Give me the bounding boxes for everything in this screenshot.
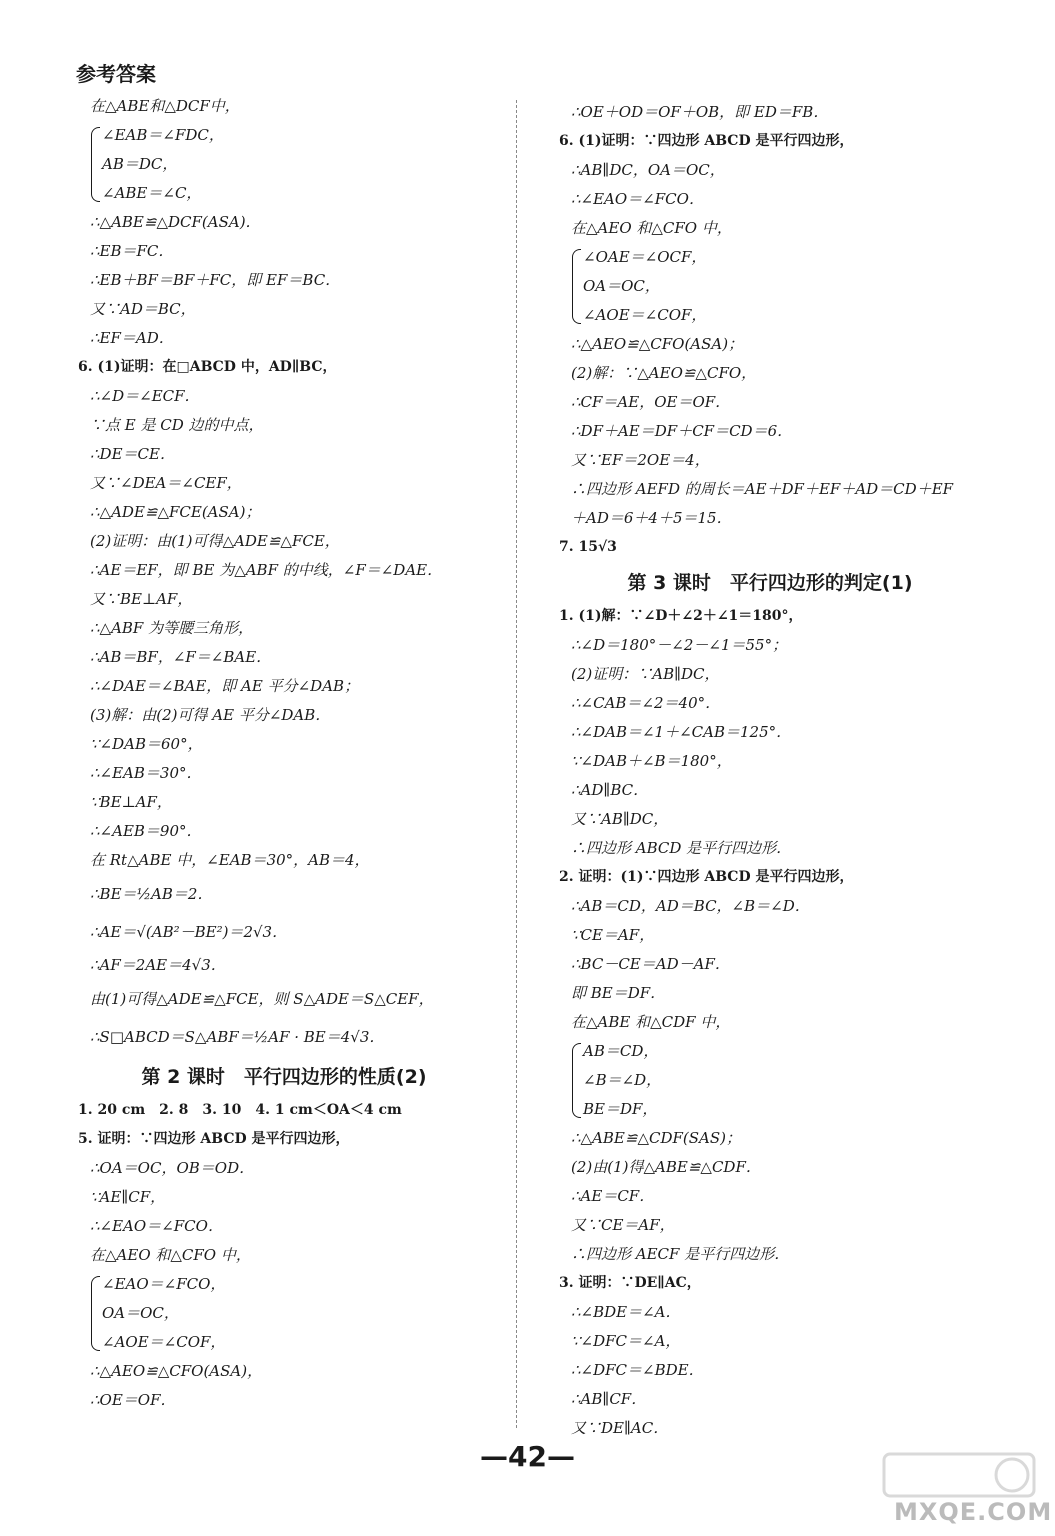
answer-line: 又∵AD＝BC， — [90, 300, 196, 318]
watermark-text: MXQE.COM — [894, 1498, 1053, 1526]
column-divider — [516, 100, 517, 1428]
answer-line: ∴AF＝2AE＝4√3． — [90, 956, 226, 974]
answer-line: 7. 15√3 — [559, 539, 617, 555]
answer-line: ∵BE⊥AF， — [90, 793, 172, 811]
answer-line: 在 Rt△ABE 中，∠EAB＝30°，AB＝4， — [90, 851, 370, 869]
answer-line: 6. (1)证明：在□ABCD 中，AD∥BC， — [78, 359, 337, 375]
answer-line: ∴EB＋BF＝BF＋FC，即 EF＝BC． — [90, 271, 341, 289]
equation-line: ∠EAB＝∠FDC， — [102, 126, 224, 144]
answer-line: ∵∠DAB＋∠B＝180°， — [571, 752, 732, 770]
answer-line: ∴∠AEB＝90°． — [90, 822, 202, 840]
answer-line: 又∵CE＝AF， — [571, 1216, 675, 1234]
page-number: —42— — [480, 1440, 575, 1473]
answer-line: ∴四边形 AEFD 的周长＝AE＋DF＋EF＋AD＝CD＋EF — [571, 480, 954, 498]
answer-line: 又∵∠DEA＝∠CEF， — [90, 474, 242, 492]
answer-line: 6. (1)证明：∵四边形 ABCD 是平行四边形， — [559, 133, 854, 149]
answer-line: ∴∠EAO＝∠FCO． — [571, 190, 704, 208]
answer-line: 又∵EF＝2OE＝4， — [571, 451, 710, 469]
answer-line: ∴△AEO≌△CFO(ASA)； — [571, 335, 744, 353]
answer-line: ∴OE＝OF． — [90, 1391, 176, 1409]
answer-line: 在△AEO 和△CFO 中， — [571, 219, 732, 237]
answer-line: ∴AE＝CF． — [571, 1187, 655, 1205]
equation-system — [64, 121, 504, 208]
equation-line: AB＝CD， — [583, 1042, 659, 1060]
answer-line: ∴△ABE≌△CDF(SAS)； — [571, 1129, 741, 1147]
answer-line: ∴BE＝½AB＝2． — [90, 885, 213, 903]
answer-line: 1. 20 cm 2. 8 3. 10 4. 1 cm＜OA＜4 cm — [78, 1102, 402, 1118]
answer-line: ∴DE＝CE． — [90, 445, 175, 463]
equation-system — [545, 243, 995, 330]
left-column — [64, 92, 504, 1415]
equation-line: OA＝OC， — [102, 1304, 179, 1322]
answer-line: 又∵DE∥AC． — [571, 1419, 669, 1437]
answer-line: 2. 证明：(1)∵四边形 ABCD 是平行四边形， — [559, 869, 854, 885]
answer-line: 即 BE＝DF． — [571, 984, 666, 1002]
answer-line: (2)解：∵△AEO≌△CFO， — [571, 364, 757, 382]
equation-line: AB＝DC， — [102, 155, 178, 173]
equation-line: ∠ABE＝∠C， — [102, 184, 202, 202]
answer-line: (2)由(1)得△ABE≌△CDF． — [571, 1158, 761, 1176]
answer-line: ∴AD∥BC． — [571, 781, 649, 799]
answer-line: ∴四边形 ABCD 是平行四边形． — [571, 839, 792, 857]
answer-line: ∴AB∥CF． — [571, 1390, 647, 1408]
section-title: 第 2 课时 平行四边形的性质(2) — [141, 1066, 427, 1088]
answer-line: ∴∠EAO＝∠FCO． — [90, 1217, 223, 1235]
answer-line: ∴OE＋OD＝OF＋OB，即 ED＝FB． — [571, 103, 829, 121]
answer-line: ∴EF＝AD． — [90, 329, 174, 347]
answer-line: ∴∠DAB＝∠1＋∠CAB＝125°． — [571, 723, 792, 741]
answer-line: ∴AE＝√(AB²－BE²)＝2√3． — [90, 923, 288, 941]
answer-line: ∴DF＋AE＝DF＋CF＝CD＝6． — [571, 422, 793, 440]
section-title: 第 3 课时 平行四边形的判定(1) — [627, 572, 913, 594]
answer-line: ∴AB＝CD，AD＝BC，∠B＝∠D． — [571, 897, 810, 915]
answer-line: ∴AB＝BF，∠F＝∠BAE． — [90, 648, 272, 666]
answer-line: ∴∠BDE＝∠A． — [571, 1303, 681, 1321]
answer-line: ∴∠CAB＝∠2＝40°． — [571, 694, 721, 712]
answer-line: 在△AEO 和△CFO 中， — [90, 1246, 251, 1264]
answer-line: ∵∠DFC＝∠A， — [571, 1332, 681, 1350]
answer-line: ∴CF＝AE，OE＝OF． — [571, 393, 731, 411]
answer-line: ＋AD＝6＋4＋5＝15． — [571, 509, 732, 527]
answer-line: ∴∠D＝∠ECF． — [90, 387, 200, 405]
answer-line: (3)解：由(2)可得 AE 平分∠DAB． — [90, 706, 331, 724]
answer-line: ∵点 E 是 CD 边的中点， — [90, 416, 264, 434]
answer-line: ∵∠DAB＝60°， — [90, 735, 203, 753]
answer-line: ∴∠DAE＝∠BAE，即 AE 平分∠DAB； — [90, 677, 360, 695]
answer-line: 又∵BE⊥AF， — [90, 590, 193, 608]
answer-line: ∴EB＝FC． — [90, 242, 174, 260]
answer-line: 1. (1)解：∵∠D＋∠2＋∠1＝180°， — [559, 608, 803, 624]
answer-line: ∴∠EAB＝30°． — [90, 764, 202, 782]
page-header: 参考答案 — [76, 62, 156, 86]
equation-line: ∠AOE＝∠COF， — [102, 1333, 226, 1351]
answer-line: ∵CE＝AF， — [571, 926, 655, 944]
answer-line: 由(1)可得△ADE≌△FCE，则 S△ADE＝S△CEF， — [90, 990, 434, 1008]
equation-line: BE＝DF， — [583, 1100, 658, 1118]
answer-line: ∴∠DFC＝∠BDE． — [571, 1361, 704, 1379]
answer-line: ∵AE∥CF， — [90, 1188, 166, 1206]
answer-line: ∴四边形 AECF 是平行四边形． — [571, 1245, 790, 1263]
answer-line: 5. 证明：∵四边形 ABCD 是平行四边形， — [78, 1131, 350, 1147]
answer-line: ∴OA＝OC，OB＝OD． — [90, 1159, 255, 1177]
right-column — [545, 98, 995, 1443]
equation-line: ∠OAE＝∠OCF， — [583, 248, 707, 266]
answer-line: ∴S□ABCD＝S△ABF＝½AF · BE＝4√3． — [90, 1028, 385, 1046]
answer-line: 在△ABE 和△CDF 中， — [571, 1013, 731, 1031]
equation-line: ∠B＝∠D， — [583, 1071, 662, 1089]
answer-line: ∴△AEO≌△CFO(ASA)， — [90, 1362, 263, 1380]
equation-line: ∠EAO＝∠FCO， — [102, 1275, 226, 1293]
equation-line: ∠AOE＝∠COF， — [583, 306, 707, 324]
equation-system — [545, 1037, 995, 1124]
answer-line: (2)证明：由(1)可得△ADE≌△FCE， — [90, 532, 340, 550]
answer-line: ∴∠D＝180°－∠2－∠1＝55°； — [571, 636, 788, 654]
answer-line: 在△ABE和△DCF中， — [90, 97, 240, 115]
equation-line: OA＝OC， — [583, 277, 660, 295]
answer-line: ∴△ABF 为等腰三角形， — [90, 619, 254, 637]
answer-line: ∴△ABE≌△DCF(ASA)． — [90, 213, 261, 231]
answer-line: ∴BC－CE＝AD－AF． — [571, 955, 730, 973]
answer-line: (2)证明：∵AB∥DC， — [571, 665, 720, 683]
answer-line: ∴AE＝EF，即 BE 为△ABF 的中线，∠F＝∠DAE． — [90, 561, 443, 579]
answer-line: ∴AB∥DC，OA＝OC， — [571, 161, 725, 179]
equation-system — [64, 1270, 504, 1357]
answer-line: 3. 证明：∵DE∥AC， — [559, 1275, 701, 1291]
answer-line: 又∵AB∥DC， — [571, 810, 669, 828]
answer-line: ∴△ADE≌△FCE(ASA)； — [90, 503, 261, 521]
